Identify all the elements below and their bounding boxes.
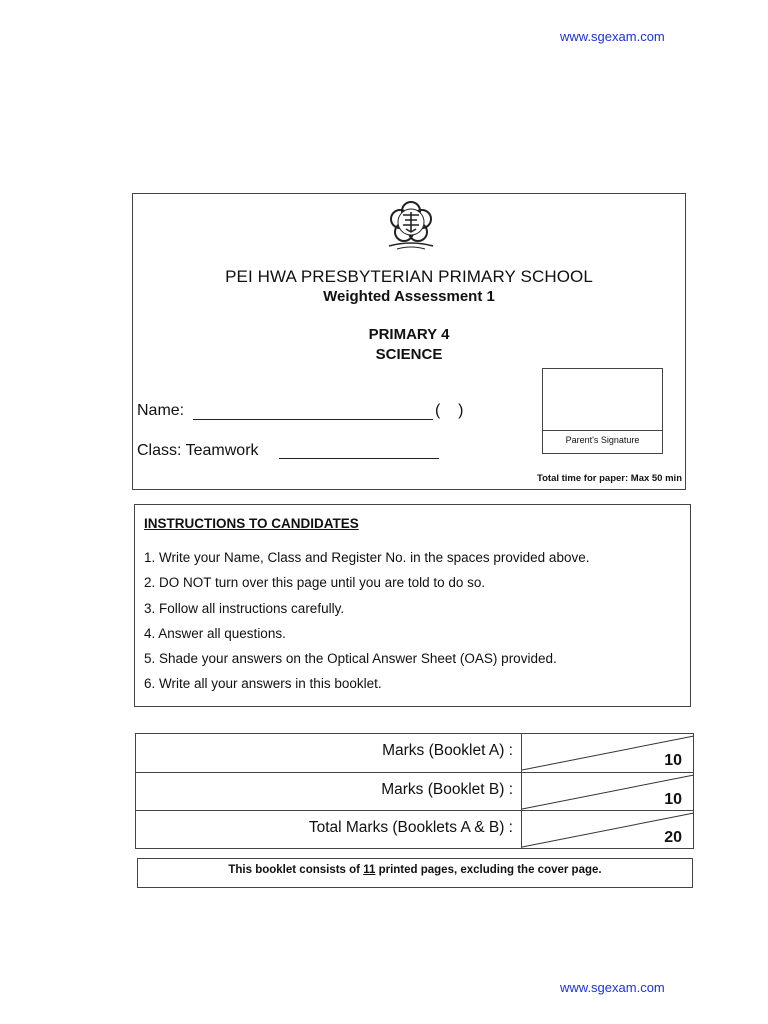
register-number-field[interactable]: ( ) bbox=[435, 402, 464, 419]
page-count-note bbox=[138, 864, 692, 876]
bottom-website-link[interactable]: www.sgexam.com bbox=[560, 980, 665, 995]
school-crest-icon bbox=[361, 200, 461, 256]
level-title: PRIMARY 4 bbox=[368, 326, 450, 343]
instruction-item: 2. DO NOT turn over this page until you are told to do so. bbox=[144, 575, 486, 591]
name-field[interactable] bbox=[193, 419, 433, 420]
name-label: Name: bbox=[137, 402, 185, 419]
marks-label: Marks (Booklet A) : bbox=[382, 742, 513, 759]
school-name: PEI HWA PRESBYTERIAN PRIMARY SCHOOL bbox=[225, 267, 593, 286]
parent-signature-box[interactable] bbox=[542, 368, 663, 454]
instructions-box bbox=[134, 504, 691, 707]
instruction-item: 5. Shade your answers on the Optical Answer Sheet (OAS) provided. bbox=[144, 651, 557, 667]
top-website-link[interactable]: www.sgexam.com bbox=[560, 29, 665, 44]
signature-label: Parent's Signature bbox=[565, 435, 640, 445]
marks-row-booklet-a bbox=[136, 734, 693, 772]
marks-cell[interactable] bbox=[521, 773, 694, 811]
header-box bbox=[132, 193, 686, 490]
signature-divider bbox=[543, 430, 662, 431]
page-count-text-after: printed pages, excluding the cover page. bbox=[375, 864, 602, 876]
assessment-title: Weighted Assessment 1 bbox=[323, 288, 495, 305]
instruction-item: 3. Follow all instructions carefully. bbox=[144, 600, 345, 616]
marks-max-value: 10 bbox=[664, 752, 682, 769]
marks-label: Marks (Booklet B) : bbox=[381, 781, 513, 798]
instruction-item: 6. Write all your answers in this booklet. bbox=[144, 676, 382, 692]
marks-label: Total Marks (Booklets A & B) : bbox=[308, 819, 513, 836]
time-note: Total time for paper: Max 50 min bbox=[537, 473, 682, 484]
instructions-heading: INSTRUCTIONS TO CANDIDATES bbox=[144, 516, 359, 531]
marks-cell[interactable] bbox=[521, 734, 694, 772]
marks-row-booklet-b bbox=[136, 772, 693, 811]
instruction-item: 1. Write your Name, Class and Register No. in the spaces provided above. bbox=[144, 550, 590, 565]
marks-cell[interactable] bbox=[521, 811, 694, 849]
subject-title: SCIENCE bbox=[375, 346, 443, 363]
instruction-item: 4. Answer all questions. bbox=[144, 625, 286, 641]
marks-row-total bbox=[136, 810, 693, 849]
class-field[interactable] bbox=[279, 458, 439, 459]
marks-max-value: 10 bbox=[664, 791, 682, 808]
marks-table bbox=[135, 733, 694, 849]
class-label: Class: Teamwork bbox=[137, 442, 259, 459]
page-count-number: 11 bbox=[363, 864, 376, 876]
instructions-list bbox=[144, 549, 674, 701]
page-count-text-before: This booklet consists of bbox=[228, 864, 364, 876]
marks-max-value: 20 bbox=[664, 829, 682, 846]
page-count-box bbox=[137, 858, 693, 888]
